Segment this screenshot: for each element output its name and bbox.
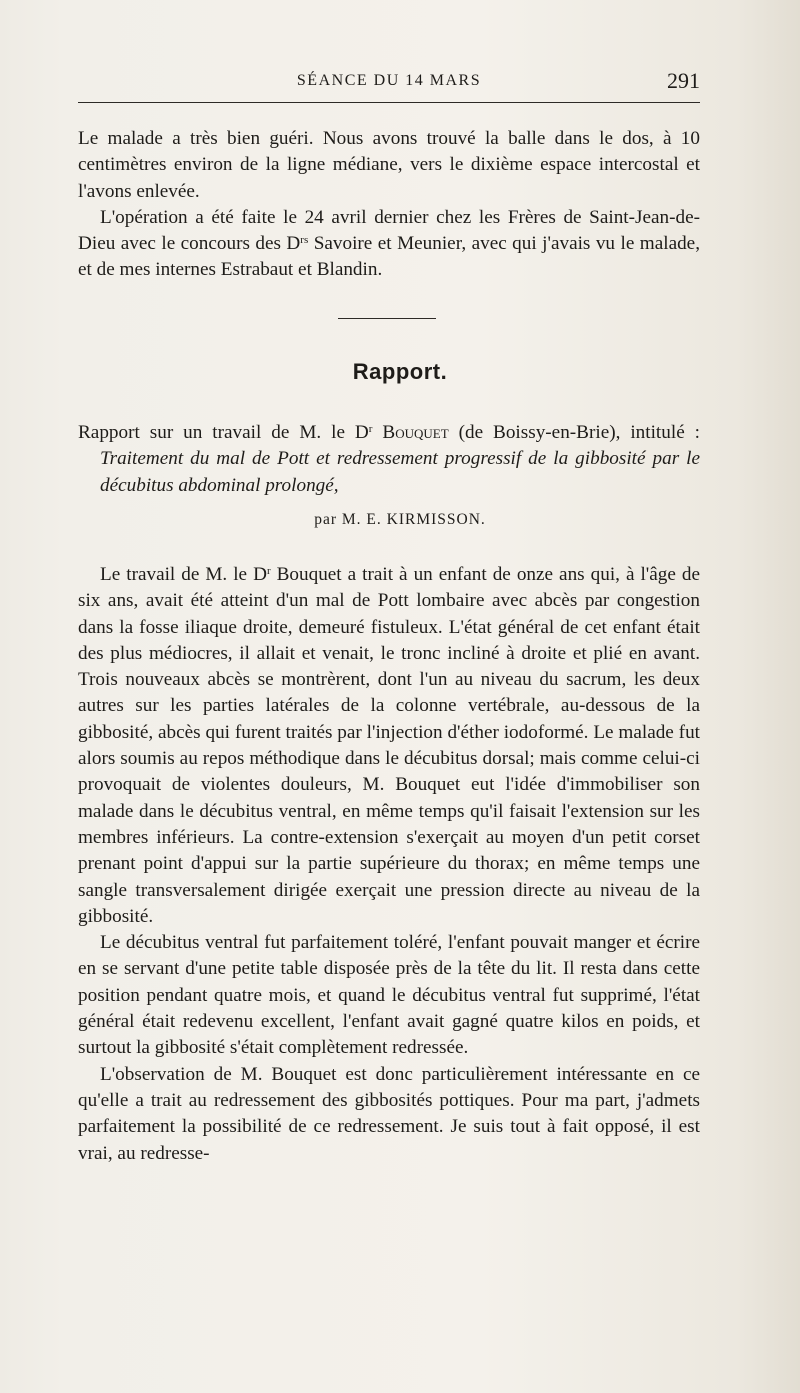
running-title: SÉANCE DU 14 MARS: [296, 72, 482, 89]
body-paragraph-3: L'observation de M. Bouquet est donc particulièrement intéressante en ce qu'elle a trait au redressement des gibbosités pottiques. Pour ma part, j'admets parfaitement la possibilité de ce redressement. Je suis tout à fait opposé, il est vrai, au redresse-: [78, 1063, 700, 1164]
report-heading: [78, 420, 700, 499]
report-author-name: Bouquet: [382, 422, 449, 443]
intro-p2-superscript: rs: [300, 234, 309, 247]
page-number: 291: [667, 68, 700, 93]
header-rule: [78, 102, 700, 103]
report-by-line: par M. E. KIRMISSON.: [314, 511, 486, 528]
body-paragraph-2: Le décubitus ventral fut parfaitement toléré, l'enfant pouvait manger et écrire en se servant d'une petite table disposée près de la tête du lit. Il resta dans cette position pendant quatre mois, et quand le décubitus ventral fut supprimé, l'état général était redevenu excellent, l'enfant avait gagné quatre kilos en poids, et surtout la gibbosité s'était complètement redressée.: [78, 932, 700, 1059]
report-work-title: Traitement du mal de Pott et redressement progressif de la gibbosité par le décubitus abdominal prolongé,: [100, 448, 700, 496]
body-paragraph-1: [78, 562, 700, 930]
section-separator: [338, 318, 436, 319]
report-description: [78, 420, 700, 499]
report-lead: Rapport sur un travail de M. le D: [78, 422, 369, 443]
body-p1-text-b: Bouquet a trait à un enfant de onze ans qui, à l'âge de six ans, avait été atteint d'un mal de Pott lombaire avec abcès par congestion dans la fosse iliaque droite, demeuré fistuleux. L'état général de cet enfant était des plus médiocres, il allait et venait, le tronc incliné à droite et plié en avant. Trois nouveaux abcès se montrèrent, dont l'un au niveau du sacrum, les deux autres sur les parties latérales de la colonne vertébrale, au-dessous de la gibbosité, abcès qui furent traités par l'injection d'éther iodoformé. Le malade fut alors soumis au repos méthodique dans le décubitus dorsal; mais comme celui-ci provoquait de violentes douleurs, M. Bouquet eut l'idée d'immobiliser son malade dans le décubitus ventral, en même temps qu'il faisait l'extension sur les membres inférieurs. La contre-extension s'exerçait au moyen d'un petit corset prenant point d'appui sur la partie supérieure du thorax; en même temps une sangle transversalement dirigée exerçait une pression directe au niveau de la gibbosité.: [78, 564, 700, 927]
intro-p2-text-b: Savoire et Meunier, avec qui j'avais vu le malade, et de mes internes Estrabaut et Blandin.: [78, 233, 700, 281]
body-p1-text-a: Le travail de M. le D: [100, 564, 267, 585]
report-lead-superscript: r: [368, 423, 373, 435]
intro-text: [78, 126, 700, 284]
running-header: [78, 68, 700, 96]
intro-paragraph-1: Le malade a très bien guéri. Nous avons trouvé la balle dans le dos, à 10 centimètres environ de la ligne médiane, vers le dixième espace intercostal et l'avons enlevée.: [78, 128, 700, 202]
intro-p2-text-a: L'opération a été faite le 24 avril dernier chez les Frères de Saint-Jean-de-Dieu avec le concours des D: [78, 206, 700, 255]
intro-paragraph-2: [78, 205, 700, 284]
report-body: [78, 562, 700, 1167]
report-origin: (de Boissy-en-Brie), intitulé :: [448, 422, 700, 443]
body-p1-superscript: r: [266, 565, 271, 577]
section-title: Rapport.: [352, 359, 448, 384]
